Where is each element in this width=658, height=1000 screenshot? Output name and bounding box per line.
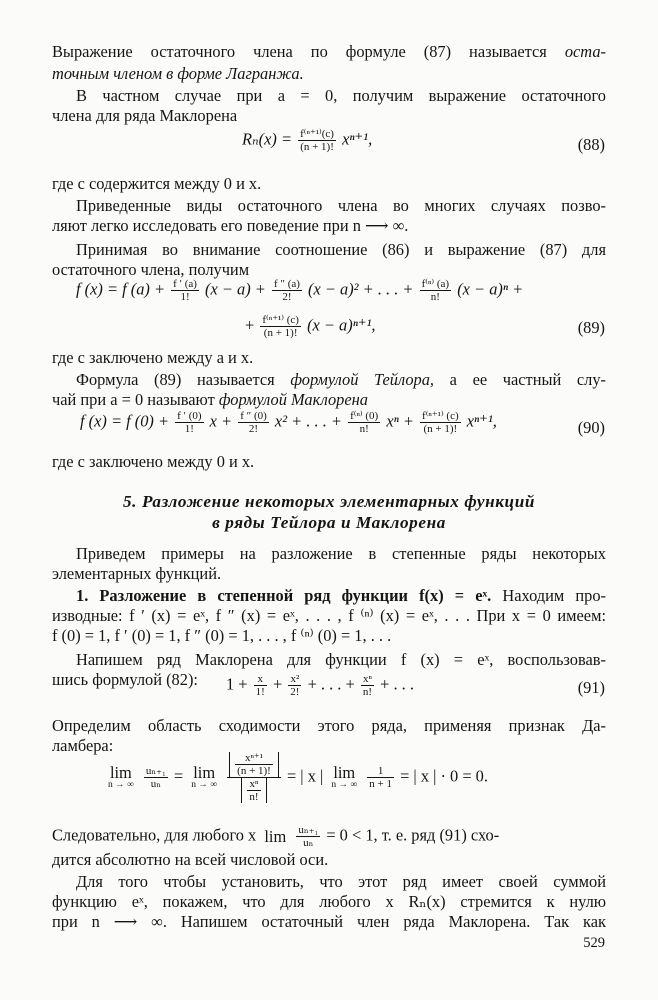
denominator: n! xyxy=(430,291,440,303)
fraction xyxy=(367,765,394,790)
lim-subscript: n → ∞ xyxy=(331,779,358,790)
remainder-forms-line-1: Приведенные виды остаточного члена во многих случаях позво- xyxy=(76,196,606,215)
fraction xyxy=(288,673,301,698)
dalembert-line-1: Определим область сходимости этого ряда, применяя признак Да- xyxy=(52,716,606,735)
text: = 0 < 1, т. е. ряд (91) схо- xyxy=(326,825,500,845)
limit-operator xyxy=(191,762,218,790)
compound-numerator xyxy=(227,752,281,778)
conclusion-line-2: дится абсолютно на всей числовой оси. xyxy=(52,850,329,869)
lim-text: lim xyxy=(109,762,132,782)
text: Следовательно, для любого x xyxy=(52,825,257,845)
where-c-line-2: где c заключено между 0 и x. xyxy=(52,452,255,471)
text: Находим про- xyxy=(502,586,607,605)
limit-formula xyxy=(104,752,488,803)
lagrange-line-2 xyxy=(52,64,612,84)
numerator: x² xyxy=(288,673,301,686)
example1-line-2: изводные: f ′ (x) = eˣ, f ″ (x) = eˣ, . . . , f ⁽ⁿ⁾ (x) = eˣ, . . . При x = 0 имеем: xyxy=(52,606,606,625)
maclaurin-write-line-1: Напишем ряд Маклорена для функции f (x) = eˣ, воспользовав- xyxy=(76,650,606,669)
taylor-line-1 xyxy=(76,370,606,390)
formula-88 xyxy=(242,128,372,153)
bold-heading: 1. Разложение в степенной ряд функции f(x) = eˣ. xyxy=(76,586,492,605)
examples-line-2: элементарных функций. xyxy=(52,564,222,583)
formula-part: + xyxy=(245,315,255,335)
numerator: f ″ (0) xyxy=(240,410,267,422)
lim-text: lim xyxy=(333,762,356,782)
formula-89-line-1 xyxy=(76,278,523,303)
formula-part: (x − a) + xyxy=(205,279,266,299)
denominator: n + 1 xyxy=(369,778,392,790)
denominator: n! xyxy=(249,791,259,803)
formula-part: x + xyxy=(209,411,233,431)
equals: = xyxy=(173,766,184,786)
numerator: uₙ₊₁ xyxy=(298,824,319,836)
lim-subscript: n → ∞ xyxy=(191,779,218,790)
equation-number-91: (91) xyxy=(577,678,605,697)
final-line-1: Для того чтобы установить, что этот ряд имеет своей суммой xyxy=(76,872,606,891)
numerator: f ″ (a) xyxy=(273,278,300,290)
numerator: f⁽ⁿ⁺¹⁾ (c) xyxy=(422,410,459,422)
fraction xyxy=(420,278,452,303)
fraction xyxy=(247,778,260,803)
fraction xyxy=(298,128,336,153)
denominator: (n + 1)! xyxy=(300,141,334,153)
formula-part: (x − a)² + . . . + xyxy=(308,279,414,299)
numerator: xⁿ xyxy=(361,673,374,686)
abs-bars xyxy=(229,752,279,777)
numerator: f⁽ⁿ⁾ (a) xyxy=(421,278,450,290)
denominator: 1! xyxy=(184,423,194,435)
lim-text: lim xyxy=(193,762,216,782)
equation-number-90: (90) xyxy=(577,418,605,437)
formula-part: + . . . + xyxy=(307,674,355,694)
fraction xyxy=(361,673,374,698)
denominator: 2! xyxy=(290,686,300,698)
example1-line-3: f (0) = 1, f ′ (0) = 1, f ″ (0) = 1, . . . , f ⁽ⁿ⁾ (0) = 1, . . . xyxy=(52,626,392,645)
remainder-forms-line-2: ляют легко исследовать его поведение при n ⟶ ∞. xyxy=(52,216,409,235)
numerator: xⁿ xyxy=(247,778,260,791)
abs-bars xyxy=(241,778,266,803)
denominator: n! xyxy=(362,686,373,698)
italic-term: оста- xyxy=(564,42,606,61)
lim-text: lim xyxy=(264,826,287,846)
example1-line-1 xyxy=(76,586,606,606)
final-line-2: функцию eˣ, покажем, что для любого x Rₙ(x) стремится к нулю xyxy=(52,892,606,911)
where-c-line: где c содержится между 0 и x. xyxy=(52,174,262,193)
section-heading-line-1: 5. Разложение некоторых элементарных функций xyxy=(122,492,536,511)
italic-term: формулой Тейлора, xyxy=(290,370,435,389)
numerator: xⁿ⁺¹ xyxy=(235,752,273,765)
section-heading-line-2: в ряды Тейлора и Маклорена xyxy=(212,513,446,532)
maclaurin-remainder-line-2: члена для ряда Маклорена xyxy=(52,106,238,125)
compound-fraction xyxy=(227,752,281,803)
italic-term: формулой Маклорена xyxy=(218,390,368,409)
text: Выражение остаточного члена по формуле (87) называется xyxy=(52,42,547,61)
italic-term: точным членом в форме Лагранжа. xyxy=(52,64,304,83)
limit-operator xyxy=(331,762,358,790)
numerator: f⁽ⁿ⁾ (0) xyxy=(350,410,379,422)
formula-part: (x − a)ⁿ + xyxy=(457,279,524,299)
formula-part: f (x) = f (a) + xyxy=(76,279,166,299)
fraction xyxy=(171,278,199,303)
numerator: f ′ (0) xyxy=(177,410,202,422)
limit-operator xyxy=(108,762,134,790)
fraction xyxy=(238,410,269,435)
formula-part: + xyxy=(272,674,283,694)
relation-line-2: остаточного члена, получим xyxy=(52,260,250,279)
lim-subscript: n → ∞ xyxy=(108,779,134,790)
numerator: f⁽ⁿ⁺¹⁾(c) xyxy=(300,128,334,140)
fraction xyxy=(420,410,461,435)
formula-part: = | x | xyxy=(286,766,324,786)
maclaurin-remainder-line-1: В частном случае при a = 0, получим выражение остаточного xyxy=(76,86,606,105)
formula-part: xⁿ + xyxy=(386,411,414,431)
numerator: 1 xyxy=(367,765,394,778)
text: чай при a = 0 называют xyxy=(52,390,215,409)
denominator: 1! xyxy=(255,686,265,698)
taylor-line-2 xyxy=(52,390,612,410)
formula-lhs: Rₙ(x) = xyxy=(242,129,293,149)
denominator: uₙ xyxy=(150,778,161,790)
fraction xyxy=(254,673,267,698)
relation-line-1: Принимая во внимание соотношение (86) и выражение (87) для xyxy=(76,240,606,259)
maclaurin-write-line-2: шись формулой (82): xyxy=(52,670,198,689)
denominator: uₙ xyxy=(303,837,314,849)
formula-90 xyxy=(80,410,497,435)
fraction xyxy=(348,410,380,435)
compound-denominator xyxy=(227,778,281,803)
denominator: (n + 1)! xyxy=(263,327,298,339)
page-number: 529 xyxy=(583,935,605,951)
formula-part: xⁿ⁺¹, xyxy=(466,411,497,431)
formula-part: 1 + xyxy=(226,674,248,694)
formula-part: x² + . . . + xyxy=(274,411,342,431)
formula-89-line-2 xyxy=(245,314,376,339)
conclusion-line-1 xyxy=(52,824,499,849)
text: Формула (89) называется xyxy=(76,370,275,389)
equation-number-89: (89) xyxy=(577,318,605,337)
final-line-3: при n ⟶ ∞. Напишем остаточный член ряда Маклорена. Так как xyxy=(52,912,606,931)
where-c-a-x-line: где c заключено между a и x. xyxy=(52,348,254,367)
numerator: f⁽ⁿ⁺¹⁾ (c) xyxy=(262,314,299,326)
formula-91 xyxy=(226,673,414,698)
fraction xyxy=(296,824,320,849)
fraction xyxy=(175,410,203,435)
formula-tail: xⁿ⁺¹, xyxy=(342,129,373,149)
denominator: (n + 1)! xyxy=(423,423,458,435)
denominator: 2! xyxy=(282,291,292,303)
numerator: x xyxy=(254,673,267,686)
limit-operator xyxy=(264,826,287,846)
numerator: f ′ (a) xyxy=(173,278,197,290)
fraction xyxy=(144,765,168,790)
denominator: 2! xyxy=(248,423,259,435)
lagrange-line-1 xyxy=(52,42,606,62)
examples-line-1: Приведем примеры на разложение в степенные ряды некоторых xyxy=(76,544,606,563)
denominator: n! xyxy=(359,423,369,435)
numerator: uₙ₊₁ xyxy=(145,765,166,777)
equation-number-88: (88) xyxy=(577,135,605,154)
fraction xyxy=(260,314,301,339)
formula-part: (x − a)ⁿ⁺¹, xyxy=(307,315,376,335)
formula-part: + . . . xyxy=(380,674,414,694)
formula-part: f (x) = f (0) + xyxy=(80,411,170,431)
formula-part: = | x | · 0 = 0. xyxy=(400,766,488,786)
text: а ее частный слу- xyxy=(449,370,606,389)
denominator: 1! xyxy=(180,291,190,303)
dalembert-line-2: ламбера: xyxy=(52,736,114,755)
fraction xyxy=(235,752,273,777)
denominator: (n + 1)! xyxy=(237,765,271,777)
fraction xyxy=(272,278,302,303)
